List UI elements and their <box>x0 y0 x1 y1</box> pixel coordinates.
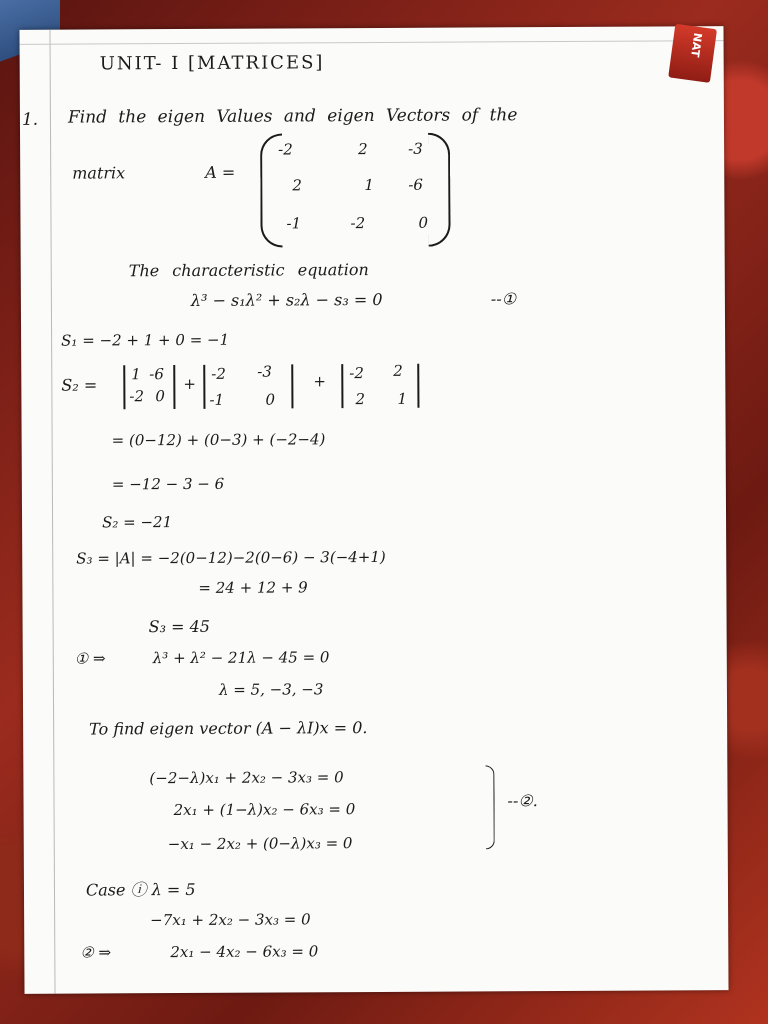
matrix-name: A = <box>205 162 236 182</box>
det-bar <box>173 365 175 409</box>
det-bar <box>203 365 205 409</box>
eigenvalue-roots: λ = 5, −3, −3 <box>218 680 324 699</box>
det-bar <box>123 365 125 409</box>
det-cell: -2 <box>129 387 145 406</box>
s2-expansion: = (0−12) + (0−3) + (−2−4) <box>111 430 326 450</box>
cubic-equation: λ³ + λ² − 21λ − 45 = 0 <box>152 648 330 668</box>
det-cell: 0 <box>155 387 165 406</box>
page-title: UNIT- I [MATRICES] <box>99 52 325 75</box>
badge-text: NAT <box>688 31 705 58</box>
matrix-cell: 0 <box>418 213 429 232</box>
char-eq: λ³ − s₁λ² + s₂λ − s₃ = 0 <box>190 289 383 310</box>
det-cell: -2 <box>211 364 226 383</box>
matrix-cell: -3 <box>408 139 423 158</box>
case-eq-1: −7x₁ + 2x₂ − 3x₃ = 0 <box>150 910 311 930</box>
s2-result: S₂ = −21 <box>102 513 173 532</box>
det-bar <box>417 364 419 408</box>
s3-expansion: S₃ = |A| = −2(0−12)−2(0−6) − 3(−4+1) <box>76 547 386 568</box>
s3-result: S₃ = 45 <box>148 616 210 637</box>
question-number: 1. <box>21 109 39 130</box>
det-cell: 2 <box>393 361 403 380</box>
matrix-cell: 2 <box>292 176 302 195</box>
matrix-right-bracket <box>428 133 451 247</box>
det-cell: -1 <box>209 390 225 409</box>
matrix-cell: -2 <box>350 214 366 233</box>
system-eq-2: 2x₁ + (1−λ)x₂ − 6x₃ = 0 <box>173 800 356 820</box>
system-eq-1: (−2−λ)x₁ + 2x₂ − 3x₃ = 0 <box>149 768 344 788</box>
matrix-cell: -1 <box>286 214 302 233</box>
eq2-reference: ② ⇒ <box>80 943 112 962</box>
matrix-cell: 2 <box>358 140 368 159</box>
case-label: Case ⓘ λ = 5 <box>85 879 196 900</box>
case-eq-2: 2x₁ − 4x₂ − 6x₃ = 0 <box>170 942 319 962</box>
det-bar <box>291 364 293 408</box>
det-cell: 2 <box>355 390 366 409</box>
det-bar <box>341 364 343 408</box>
system-brace <box>485 765 494 849</box>
top-rule <box>20 40 724 45</box>
question-text: Find the eigen Values and eigen Vectors of the <box>67 105 518 128</box>
eq1-reference: ① ⇒ <box>74 649 106 668</box>
det-cell: 1 <box>397 389 408 408</box>
matrix-cell: 1 <box>364 175 374 195</box>
s2-sum: = −12 − 3 − 6 <box>111 474 225 494</box>
char-eq-heading: The characteristic equation <box>128 260 369 281</box>
matrix-cell: -6 <box>408 175 423 194</box>
margin-line <box>49 30 55 994</box>
s3-sum: = 24 + 12 + 9 <box>198 578 308 597</box>
det-cell: 0 <box>265 390 276 409</box>
s1-line: S₁ = −2 + 1 + 0 = −1 <box>61 330 230 350</box>
det-cell: -2 <box>349 364 364 383</box>
notebook-page <box>19 26 728 994</box>
char-eq-tag: --① <box>490 289 517 309</box>
matrix-label: matrix <box>72 163 126 183</box>
matrix-cell: -2 <box>278 140 293 159</box>
plus-sign: + <box>313 372 326 391</box>
system-tag: --②. <box>507 791 538 811</box>
plus-sign: + <box>183 374 196 393</box>
system-eq-3: −x₁ − 2x₂ + (0−λ)x₃ = 0 <box>167 834 353 854</box>
s2-label: S₂ = <box>61 375 98 395</box>
det-cell: -3 <box>257 362 272 381</box>
eigvec-heading: To find eigen vector (A − λI)x = 0. <box>89 718 368 739</box>
sticker-badge <box>668 24 717 83</box>
det-cell: -6 <box>149 365 164 384</box>
det-cell: 1 <box>131 365 141 384</box>
